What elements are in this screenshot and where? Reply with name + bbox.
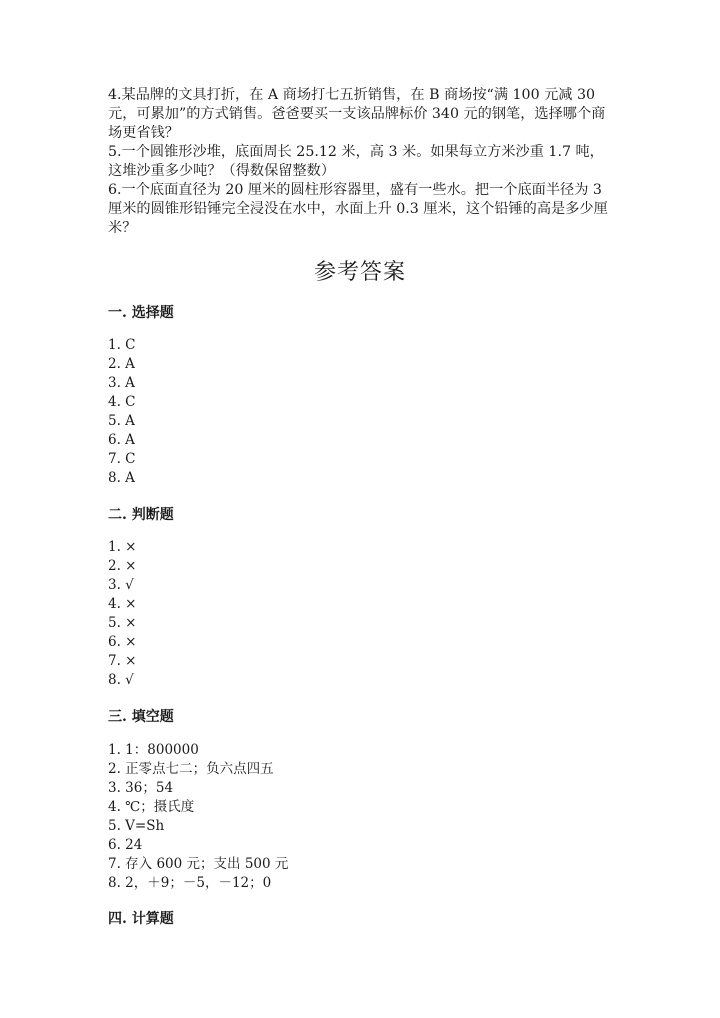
list-item: 6. 24 [108,837,143,853]
list-item: 2. 正零点七二；负六点四五 [108,761,274,777]
list-item: 2. A [108,356,135,372]
section-heading-fill: 三. 填空题 [108,709,174,725]
list-item: 1. 1：800000 [108,742,199,758]
word-problems [108,86,608,238]
problem-5: 5.一个圆锥形沙堆，底面周长 25.12 米，高 3 米。如果每立方米沙重 1.7 吨，这堆沙重多少吨？（得数保留整数） [108,144,604,179]
list-item: 8. A [108,470,135,486]
list-item: 3. √ [108,577,134,593]
list-item: 5. A [108,413,135,429]
list-item: 2. × [108,558,137,574]
list-item: 1. C [108,337,136,353]
problem-4: 4.某品牌的文具打折，在 A 商场打七五折销售，在 B 商场按“满 100 元减 30 元，可累加”的方式销售。爸爸要买一支该品牌标价 340 元的钢笔，选择哪个商场更省钱？ [108,87,606,141]
list-item: 4. ℃；摄氏度 [108,799,195,815]
list-item: 4. C [108,394,136,410]
answer-list-fill [108,741,288,893]
list-item: 6. A [108,432,135,448]
list-item: 6. × [108,634,137,650]
list-item: 3. A [108,375,135,391]
list-item: 7. × [108,653,137,669]
list-item: 8. 2，＋9；－5，－12；0 [108,875,272,891]
section-heading-calc: 四. 计算题 [108,911,174,927]
list-item: 7. C [108,451,136,467]
answers-title: 参考答案 [313,260,406,285]
section-heading-choice: 一. 选择题 [108,305,174,321]
list-item: 8. √ [108,672,134,688]
list-item: 5. × [108,615,137,631]
section-heading-judge: 二. 判断题 [108,507,174,523]
list-item: 1. × [108,539,137,555]
answer-list-choice [108,336,136,488]
problem-6: 6.一个底面直径为 20 厘米的圆柱形容器里，盛有一些水。把一个底面半径为 3 厘米的圆锥形铅锤完全浸没在水中，水面上升 0.3 厘米，这个铅锤的高是多少厘米？ [108,182,608,236]
answer-list-judge [108,538,136,690]
list-item: 7. 存入 600 元；支出 500 元 [108,856,289,872]
list-item: 3. 36；54 [108,780,174,796]
list-item: 5. V=Sh [108,818,165,834]
list-item: 4. × [108,596,137,612]
